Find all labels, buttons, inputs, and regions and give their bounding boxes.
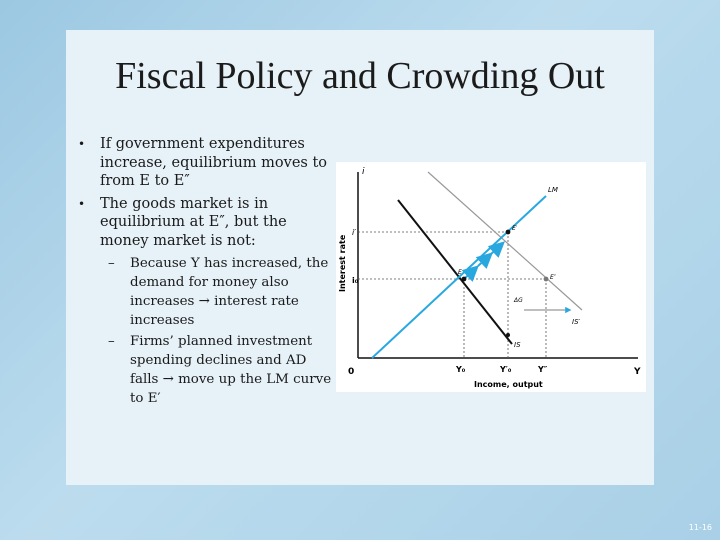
page-number: 11-16 (688, 523, 712, 532)
x-tick-y0: Y₀ (456, 365, 466, 374)
origin-label: 0 (348, 367, 355, 377)
y-axis-label: Interest rate (338, 234, 347, 292)
point-e-double-prime (544, 277, 549, 282)
dash-icon: – (108, 334, 115, 349)
y-tick-i-prime: i′ (352, 228, 357, 237)
chart-svg (336, 162, 646, 392)
bullet-item (72, 195, 334, 251)
lm-label: LM (548, 186, 558, 194)
lm-curve (372, 196, 546, 358)
y-tick-i0: i₀ (352, 276, 359, 285)
bullet-dot-icon: • (78, 137, 86, 151)
is-shifted-curve (428, 172, 582, 310)
bullet-list (72, 135, 334, 408)
point-d (506, 333, 510, 337)
slide-title: Fiscal Policy and Crowding Out (115, 55, 605, 97)
point-e (462, 277, 467, 282)
sub-bullet-text: Because Y has increased, the demand for money also increases → interest rate increases (130, 256, 329, 328)
sub-bullet-item (72, 332, 334, 408)
point-e-double-prime-label: E″ (550, 274, 557, 281)
x-axis-label: Income, output (474, 380, 543, 389)
point-e-prime (506, 230, 511, 235)
bullet-dot-icon: • (78, 196, 86, 211)
is-lm-chart (336, 162, 646, 392)
bullet-text: The goods market is in equilibrium at E″, but the money market is not: (100, 195, 287, 249)
bullet-text: If government expenditures increase, equilibrium moves to from E to E″ (100, 136, 328, 189)
x-tick-y0-prime: Y′₀ (500, 365, 512, 374)
is-shifted-label: IS′ (572, 318, 581, 326)
x-axis-symbol: Y (634, 367, 641, 377)
x-tick-y-double-prime: Y″ (538, 365, 548, 374)
is-label: IS (514, 341, 521, 349)
bullet-item (72, 135, 334, 191)
dash-icon: – (108, 256, 115, 271)
sub-bullet-text: Firms’ planned investment spending declines and AD falls → move up the LM curve to E′ (130, 334, 332, 406)
point-e-prime-label: E′ (512, 225, 518, 232)
is-curve (398, 200, 512, 344)
sub-bullet-item (72, 254, 334, 330)
y-axis-symbol: i (362, 167, 365, 177)
delta-g-label: ΔG (514, 297, 523, 304)
point-e-label: E (458, 269, 462, 276)
